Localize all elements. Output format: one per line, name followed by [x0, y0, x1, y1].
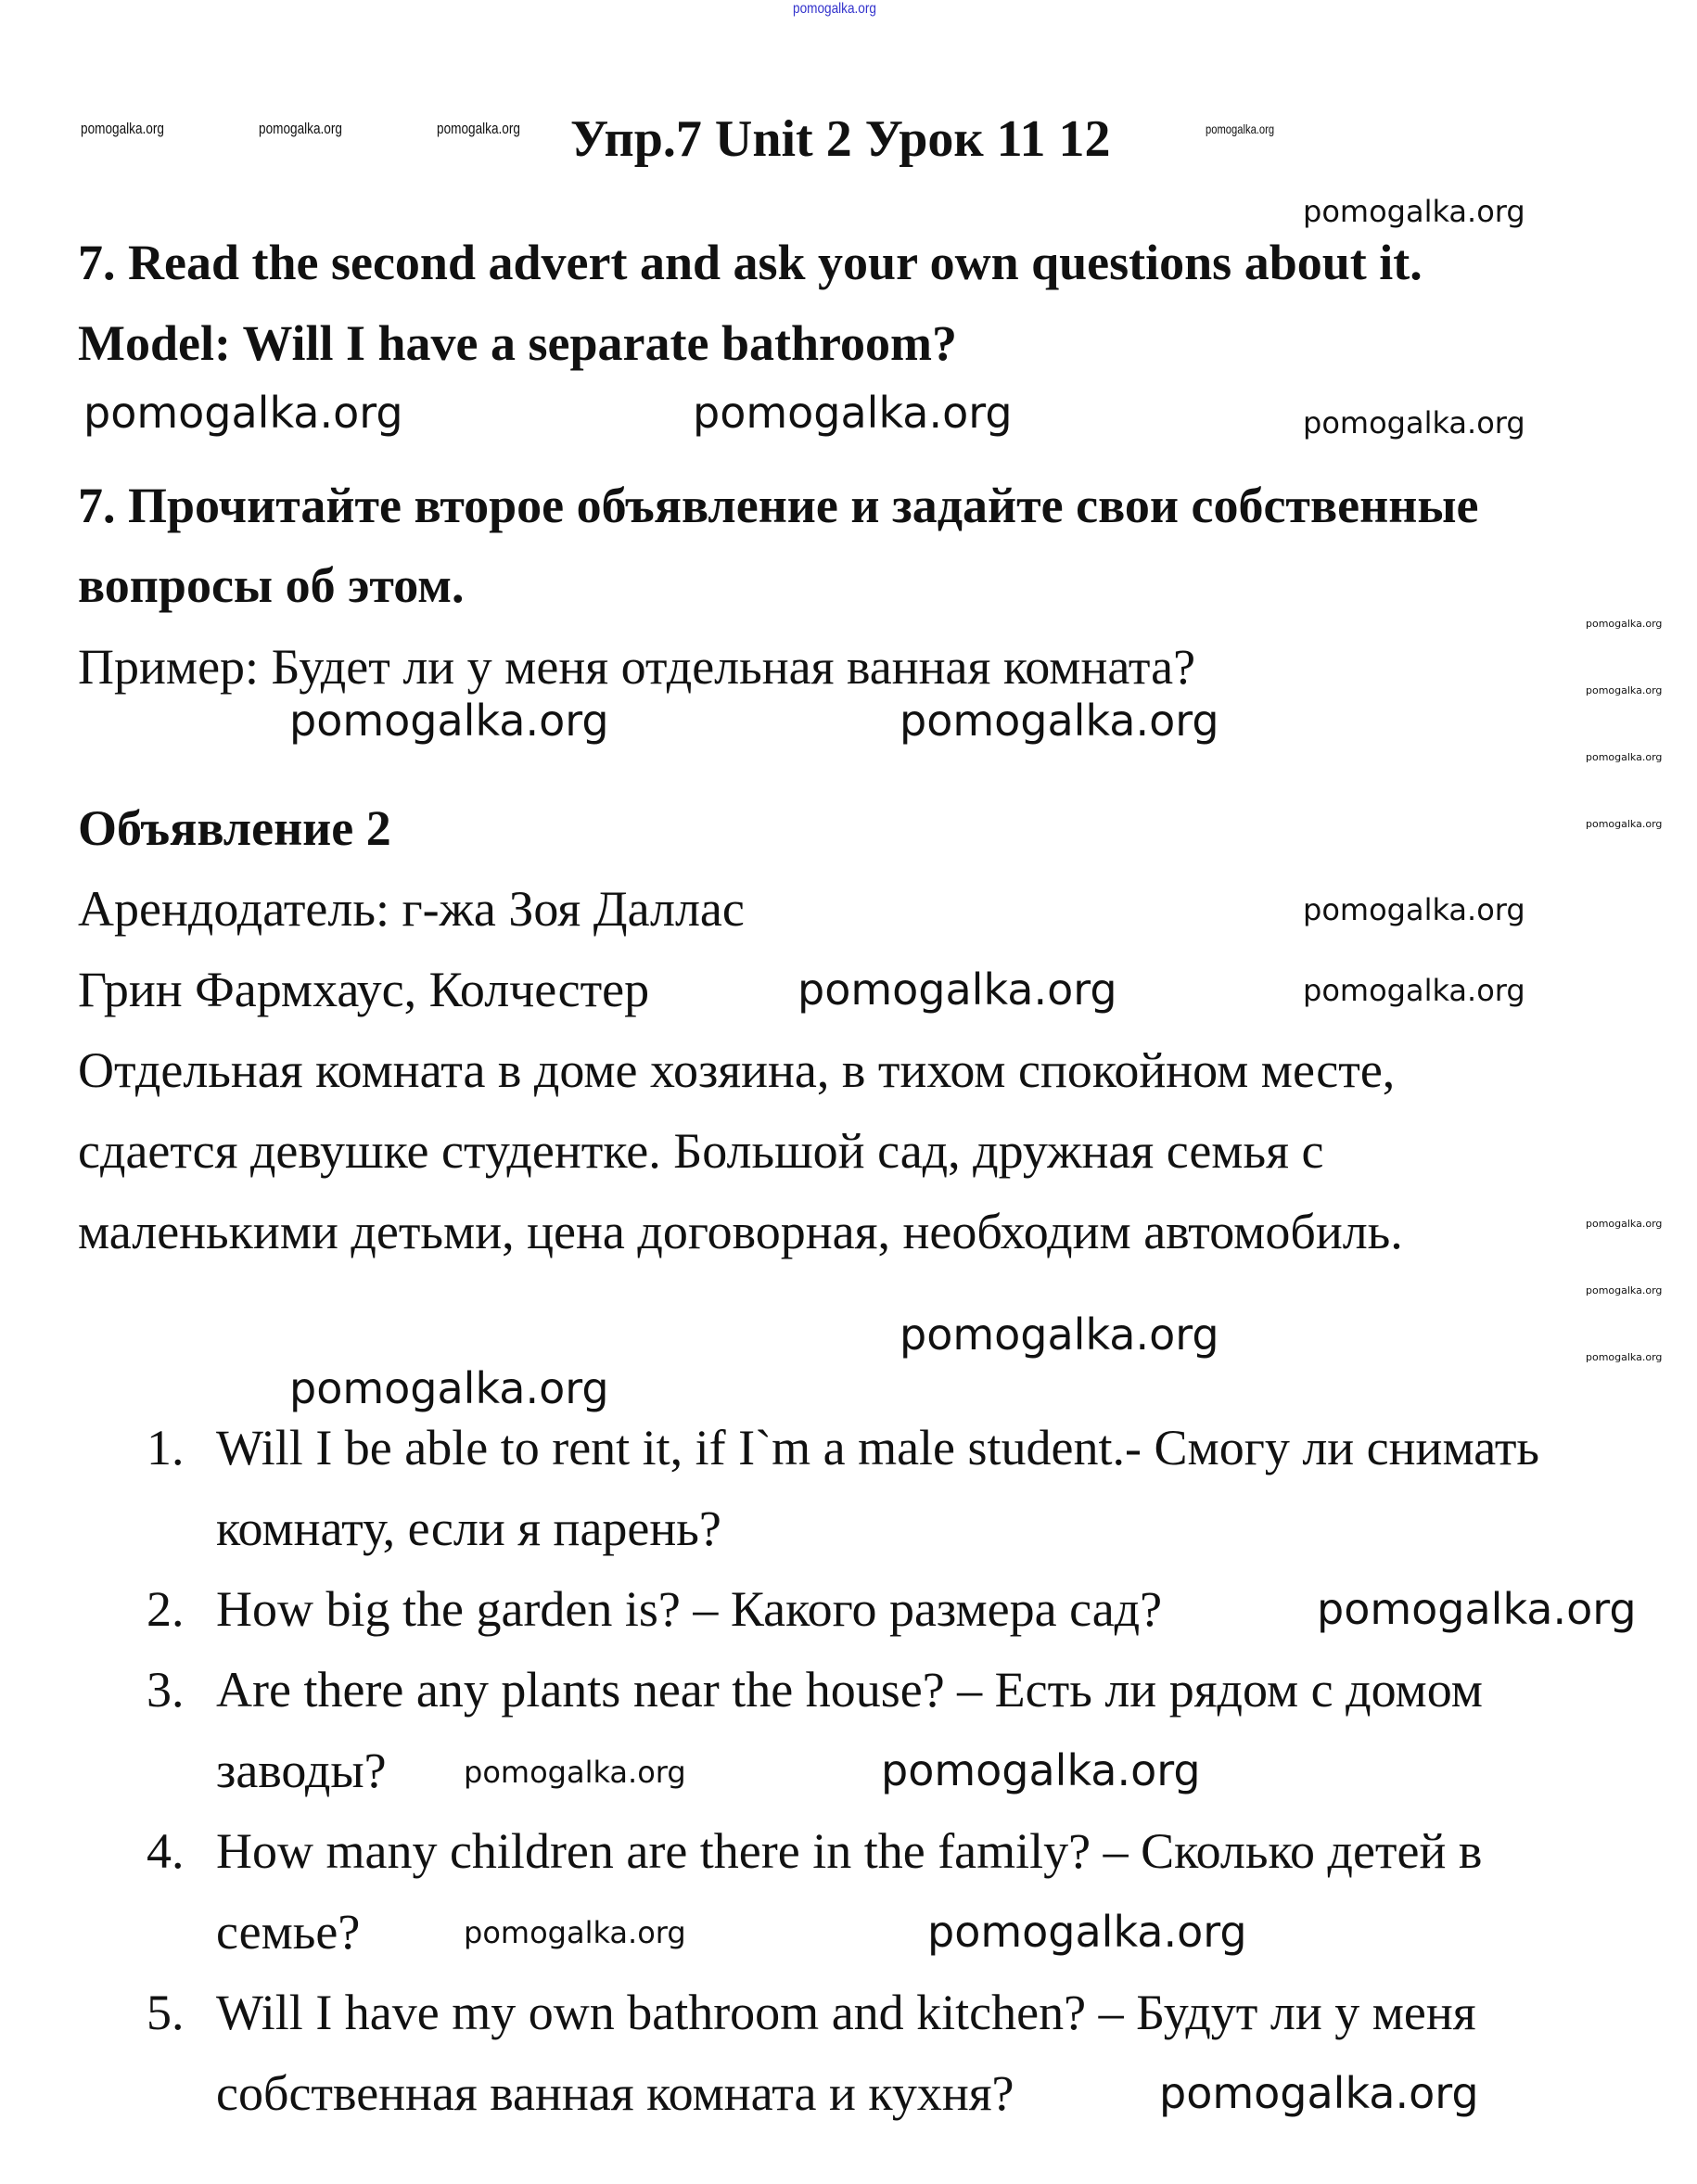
watermark: pomogalka.org [1586, 818, 1663, 830]
list-item-line: заводы? [216, 1743, 387, 1798]
watermark: pomogalka.org [1206, 121, 1275, 136]
watermark: pomogalka.org [900, 696, 1219, 746]
list-item-line: собственная ванная комната и кухня? [216, 2065, 1014, 2121]
watermark: pomogalka.org [464, 1915, 686, 1950]
advert-text-line: Отдельная комната в доме хозяина, в тихом спокойном месте, [78, 1042, 1396, 1098]
watermark: pomogalka.org [1303, 194, 1525, 229]
list-item-line: Will I have my own bathroom and kitchen? – Будут ли у меня [216, 1985, 1476, 2040]
advert-heading: Объявление 2 [78, 800, 391, 856]
watermark: pomogalka.org [1586, 1351, 1663, 1363]
advert-address: Грин Фармхаус, Колчестер [78, 962, 650, 1017]
list-item-line: семье? [216, 1904, 361, 1960]
watermark: pomogalka.org [83, 388, 403, 438]
advert-text-line: сдается девушке студентке. Большой сад, дружная семья с [78, 1123, 1324, 1179]
watermark: pomogalka.org [927, 1907, 1247, 1957]
list-item-line: How many children are there in the family? – Сколько детей в [216, 1823, 1483, 1879]
list-item-line: комнату, если я парень? [216, 1501, 721, 1556]
advert-text-line: маленькими детьми, цена договорная, необходим автомобиль. [78, 1204, 1403, 1259]
list-item-number: 2. [147, 1581, 185, 1637]
advert-landlord: Арендодатель: г-жа Зоя Даллас [78, 881, 745, 937]
watermark: pomogalka.org [1303, 892, 1525, 927]
watermark: pomogalka.org [797, 964, 1117, 1015]
page-title: Упр.7 Unit 2 Урок 11 12 [570, 110, 1111, 168]
top-watermark-link[interactable]: pomogalka.org [793, 1, 876, 17]
watermark: pomogalka.org [693, 388, 1013, 438]
watermark: pomogalka.org [1317, 1584, 1637, 1634]
task-example: Пример: Будет ли у меня отдельная ванная комната? [78, 639, 1196, 695]
list-item-number: 4. [147, 1823, 185, 1879]
watermark: pomogalka.org [900, 1309, 1219, 1360]
task-english: 7. Read the second advert and ask your own questions about it. [78, 235, 1423, 290]
task-russian-line1: 7. Прочитайте второе объявление и задайте свои собственные [78, 478, 1479, 533]
task-model: Model: Will I have a separate bathroom? [78, 315, 957, 371]
watermark: pomogalka.org [437, 120, 520, 137]
watermark: pomogalka.org [289, 1363, 609, 1413]
list-item-number: 3. [147, 1662, 185, 1718]
watermark: pomogalka.org [1159, 2068, 1479, 2118]
watermark: pomogalka.org [1586, 684, 1663, 696]
list-item-line: Are there any plants near the house? – Есть ли рядом с домом [216, 1662, 1483, 1718]
list-item-line: How big the garden is? – Какого размера сад? [216, 1581, 1163, 1637]
watermark: pomogalka.org [81, 120, 164, 137]
watermark: pomogalka.org [1586, 618, 1663, 630]
watermark: pomogalka.org [1586, 751, 1663, 763]
list-item-line: Will I be able to rent it, if I`m a male student.- Смогу ли снимать [216, 1420, 1540, 1475]
watermark: pomogalka.org [1303, 405, 1525, 441]
watermark: pomogalka.org [1586, 1284, 1663, 1296]
watermark: pomogalka.org [259, 120, 342, 137]
list-item-number: 1. [147, 1420, 185, 1475]
watermark: pomogalka.org [1303, 973, 1525, 1008]
watermark: pomogalka.org [289, 696, 609, 746]
list-item-number: 5. [147, 1985, 185, 2040]
watermark: pomogalka.org [464, 1755, 686, 1790]
watermark: pomogalka.org [881, 1745, 1201, 1795]
watermark: pomogalka.org [1586, 1218, 1663, 1230]
task-russian-line2: вопросы об этом. [78, 557, 465, 613]
